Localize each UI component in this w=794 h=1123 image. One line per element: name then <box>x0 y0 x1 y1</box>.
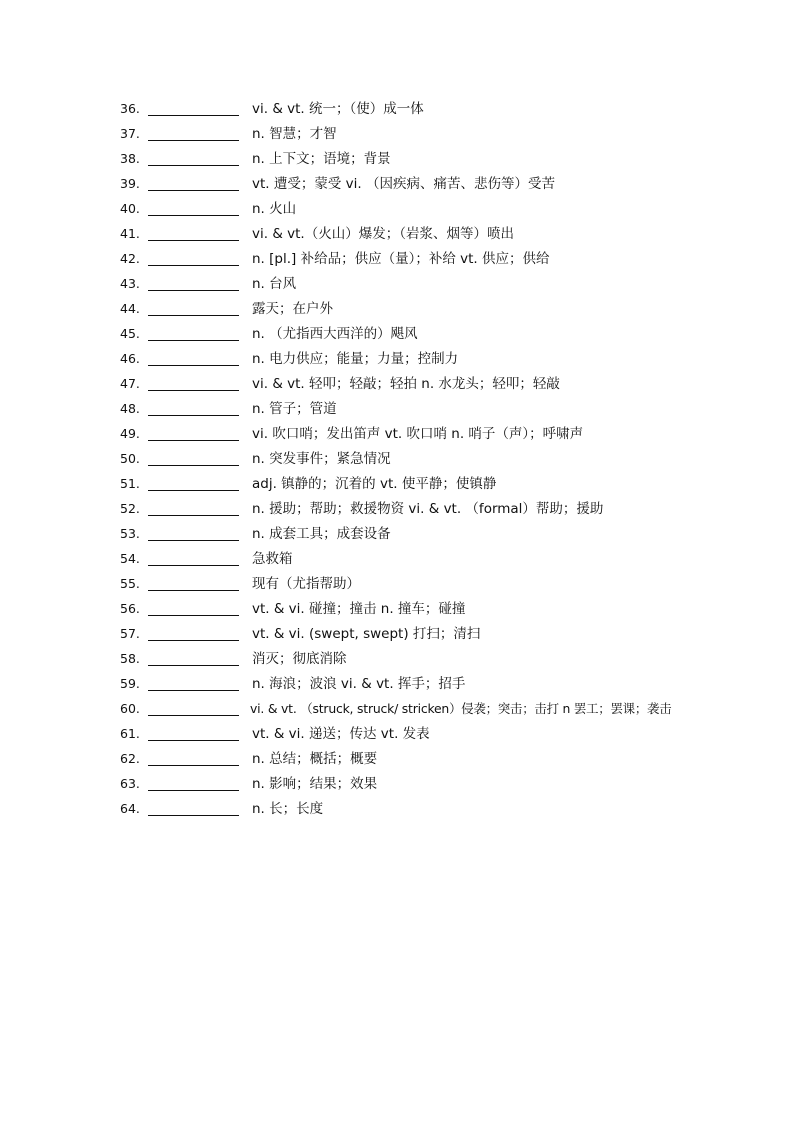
item-number: 39. <box>120 176 140 191</box>
vocab-item <box>0 198 794 223</box>
item-number: 57. <box>120 626 140 641</box>
answer-blank[interactable] <box>148 465 239 466</box>
answer-blank[interactable] <box>148 765 239 766</box>
item-number: 51. <box>120 476 140 491</box>
item-number: 64. <box>120 801 140 816</box>
answer-blank[interactable] <box>148 390 239 391</box>
item-definition: vt. 遭受；蒙受 vi. （因疾病、痛苦、悲伤等）受苦 <box>252 176 555 192</box>
vocab-item <box>0 698 794 723</box>
answer-blank[interactable] <box>148 315 239 316</box>
item-definition: 现有（尤指帮助） <box>252 576 360 592</box>
item-definition: n. 突发事件；紧急情况 <box>252 451 391 467</box>
answer-blank[interactable] <box>148 540 239 541</box>
vocab-item <box>0 273 794 298</box>
vocab-item <box>0 223 794 248</box>
vocab-item <box>0 648 794 673</box>
answer-blank[interactable] <box>148 240 239 241</box>
item-definition: vi. & vt. 统一；（使）成一体 <box>252 101 424 117</box>
item-definition: n. 长；长度 <box>252 801 324 817</box>
item-number: 41. <box>120 226 140 241</box>
item-definition: n. 火山 <box>252 201 297 217</box>
vocab-item <box>0 673 794 698</box>
vocab-item <box>0 623 794 648</box>
item-number: 50. <box>120 451 140 466</box>
answer-blank[interactable] <box>148 715 239 716</box>
item-number: 48. <box>120 401 140 416</box>
item-number: 43. <box>120 276 140 291</box>
item-definition: vt. & vi. 碰撞；撞击 n. 撞车；碰撞 <box>252 601 466 617</box>
vocab-item <box>0 348 794 373</box>
vocab-item <box>0 498 794 523</box>
item-definition: adj. 镇静的；沉着的 vt. 使平静；使镇静 <box>252 476 497 492</box>
item-definition: vt. & vi. (swept, swept) 打扫；清扫 <box>252 626 481 642</box>
answer-blank[interactable] <box>148 115 239 116</box>
answer-blank[interactable] <box>148 640 239 641</box>
vocab-item <box>0 573 794 598</box>
answer-blank[interactable] <box>148 490 239 491</box>
item-definition: vi. & vt.（火山）爆发；（岩浆、烟等）喷出 <box>252 226 514 242</box>
answer-blank[interactable] <box>148 615 239 616</box>
item-definition: n. 电力供应；能量；力量；控制力 <box>252 351 459 367</box>
item-number: 63. <box>120 776 140 791</box>
answer-blank[interactable] <box>148 690 239 691</box>
answer-blank[interactable] <box>148 790 239 791</box>
item-definition: n. [pl.] 补给品；供应（量）；补给 vt. 供应；供给 <box>252 251 550 267</box>
item-number: 46. <box>120 351 140 366</box>
answer-blank[interactable] <box>148 190 239 191</box>
answer-blank[interactable] <box>148 365 239 366</box>
answer-blank[interactable] <box>148 290 239 291</box>
vocab-item <box>0 373 794 398</box>
item-definition: vi. 吹口哨；发出笛声 vt. 吹口哨 n. 哨子（声）；呼啸声 <box>252 426 584 442</box>
item-definition: vi. & vt. 轻叩；轻敲；轻拍 n. 水龙头；轻叩；轻敲 <box>252 376 560 392</box>
vocab-item <box>0 473 794 498</box>
item-definition: n. 影响；结果；效果 <box>252 776 378 792</box>
vocab-item <box>0 248 794 273</box>
item-number: 40. <box>120 201 140 216</box>
item-number: 53. <box>120 526 140 541</box>
vocab-item <box>0 748 794 773</box>
vocab-item <box>0 123 794 148</box>
answer-blank[interactable] <box>148 165 239 166</box>
item-number: 37. <box>120 126 140 141</box>
vocab-item <box>0 323 794 348</box>
item-number: 36. <box>120 101 140 116</box>
vocab-item <box>0 723 794 748</box>
item-definition: n. 台风 <box>252 276 297 292</box>
item-number: 56. <box>120 601 140 616</box>
answer-blank[interactable] <box>148 590 239 591</box>
item-number: 59. <box>120 676 140 691</box>
vocab-item <box>0 773 794 798</box>
vocabulary-list <box>0 98 794 823</box>
item-number: 58. <box>120 651 140 666</box>
vocab-item <box>0 173 794 198</box>
vocab-item <box>0 398 794 423</box>
item-definition: n. 管子；管道 <box>252 401 337 417</box>
vocab-item <box>0 798 794 823</box>
item-definition: n. 上下文；语境；背景 <box>252 151 391 167</box>
item-number: 54. <box>120 551 140 566</box>
item-number: 62. <box>120 751 140 766</box>
answer-blank[interactable] <box>148 565 239 566</box>
vocab-item <box>0 523 794 548</box>
item-number: 52. <box>120 501 140 516</box>
item-number: 61. <box>120 726 140 741</box>
answer-blank[interactable] <box>148 740 239 741</box>
answer-blank[interactable] <box>148 515 239 516</box>
vocab-item <box>0 598 794 623</box>
answer-blank[interactable] <box>148 140 239 141</box>
answer-blank[interactable] <box>148 440 239 441</box>
item-number: 42. <box>120 251 140 266</box>
vocab-item <box>0 98 794 123</box>
answer-blank[interactable] <box>148 815 239 816</box>
item-definition: vi. & vt. （struck, struck/ stricken）侵袭；突击；击打 n 罢工；罢课；袭击 <box>250 701 672 716</box>
item-definition: n. 总结；概括；概要 <box>252 751 378 767</box>
item-definition: n. 成套工具；成套设备 <box>252 526 391 542</box>
item-definition: n. 智慧；才智 <box>252 126 337 142</box>
answer-blank[interactable] <box>148 215 239 216</box>
item-number: 47. <box>120 376 140 391</box>
item-definition: n. （尤指西大西洋的）飓风 <box>252 326 418 342</box>
answer-blank[interactable] <box>148 265 239 266</box>
answer-blank[interactable] <box>148 415 239 416</box>
item-number: 38. <box>120 151 140 166</box>
item-definition: n. 援助；帮助；救援物资 vi. & vt. （formal）帮助；援助 <box>252 501 604 517</box>
answer-blank[interactable] <box>148 665 239 666</box>
item-definition: 消灭；彻底消除 <box>252 651 347 667</box>
item-number: 60. <box>120 701 140 716</box>
item-definition: 露天；在户外 <box>252 301 333 317</box>
vocab-item <box>0 448 794 473</box>
vocab-item <box>0 423 794 448</box>
item-definition: n. 海浪；波浪 vi. & vt. 挥手；招手 <box>252 676 466 692</box>
vocab-item <box>0 298 794 323</box>
item-number: 45. <box>120 326 140 341</box>
item-number: 44. <box>120 301 140 316</box>
item-definition: 急救箱 <box>252 551 293 567</box>
vocab-item <box>0 148 794 173</box>
vocab-item <box>0 548 794 573</box>
item-definition: vt. & vi. 递送；传达 vt. 发表 <box>252 726 430 742</box>
item-number: 55. <box>120 576 140 591</box>
answer-blank[interactable] <box>148 340 239 341</box>
item-number: 49. <box>120 426 140 441</box>
